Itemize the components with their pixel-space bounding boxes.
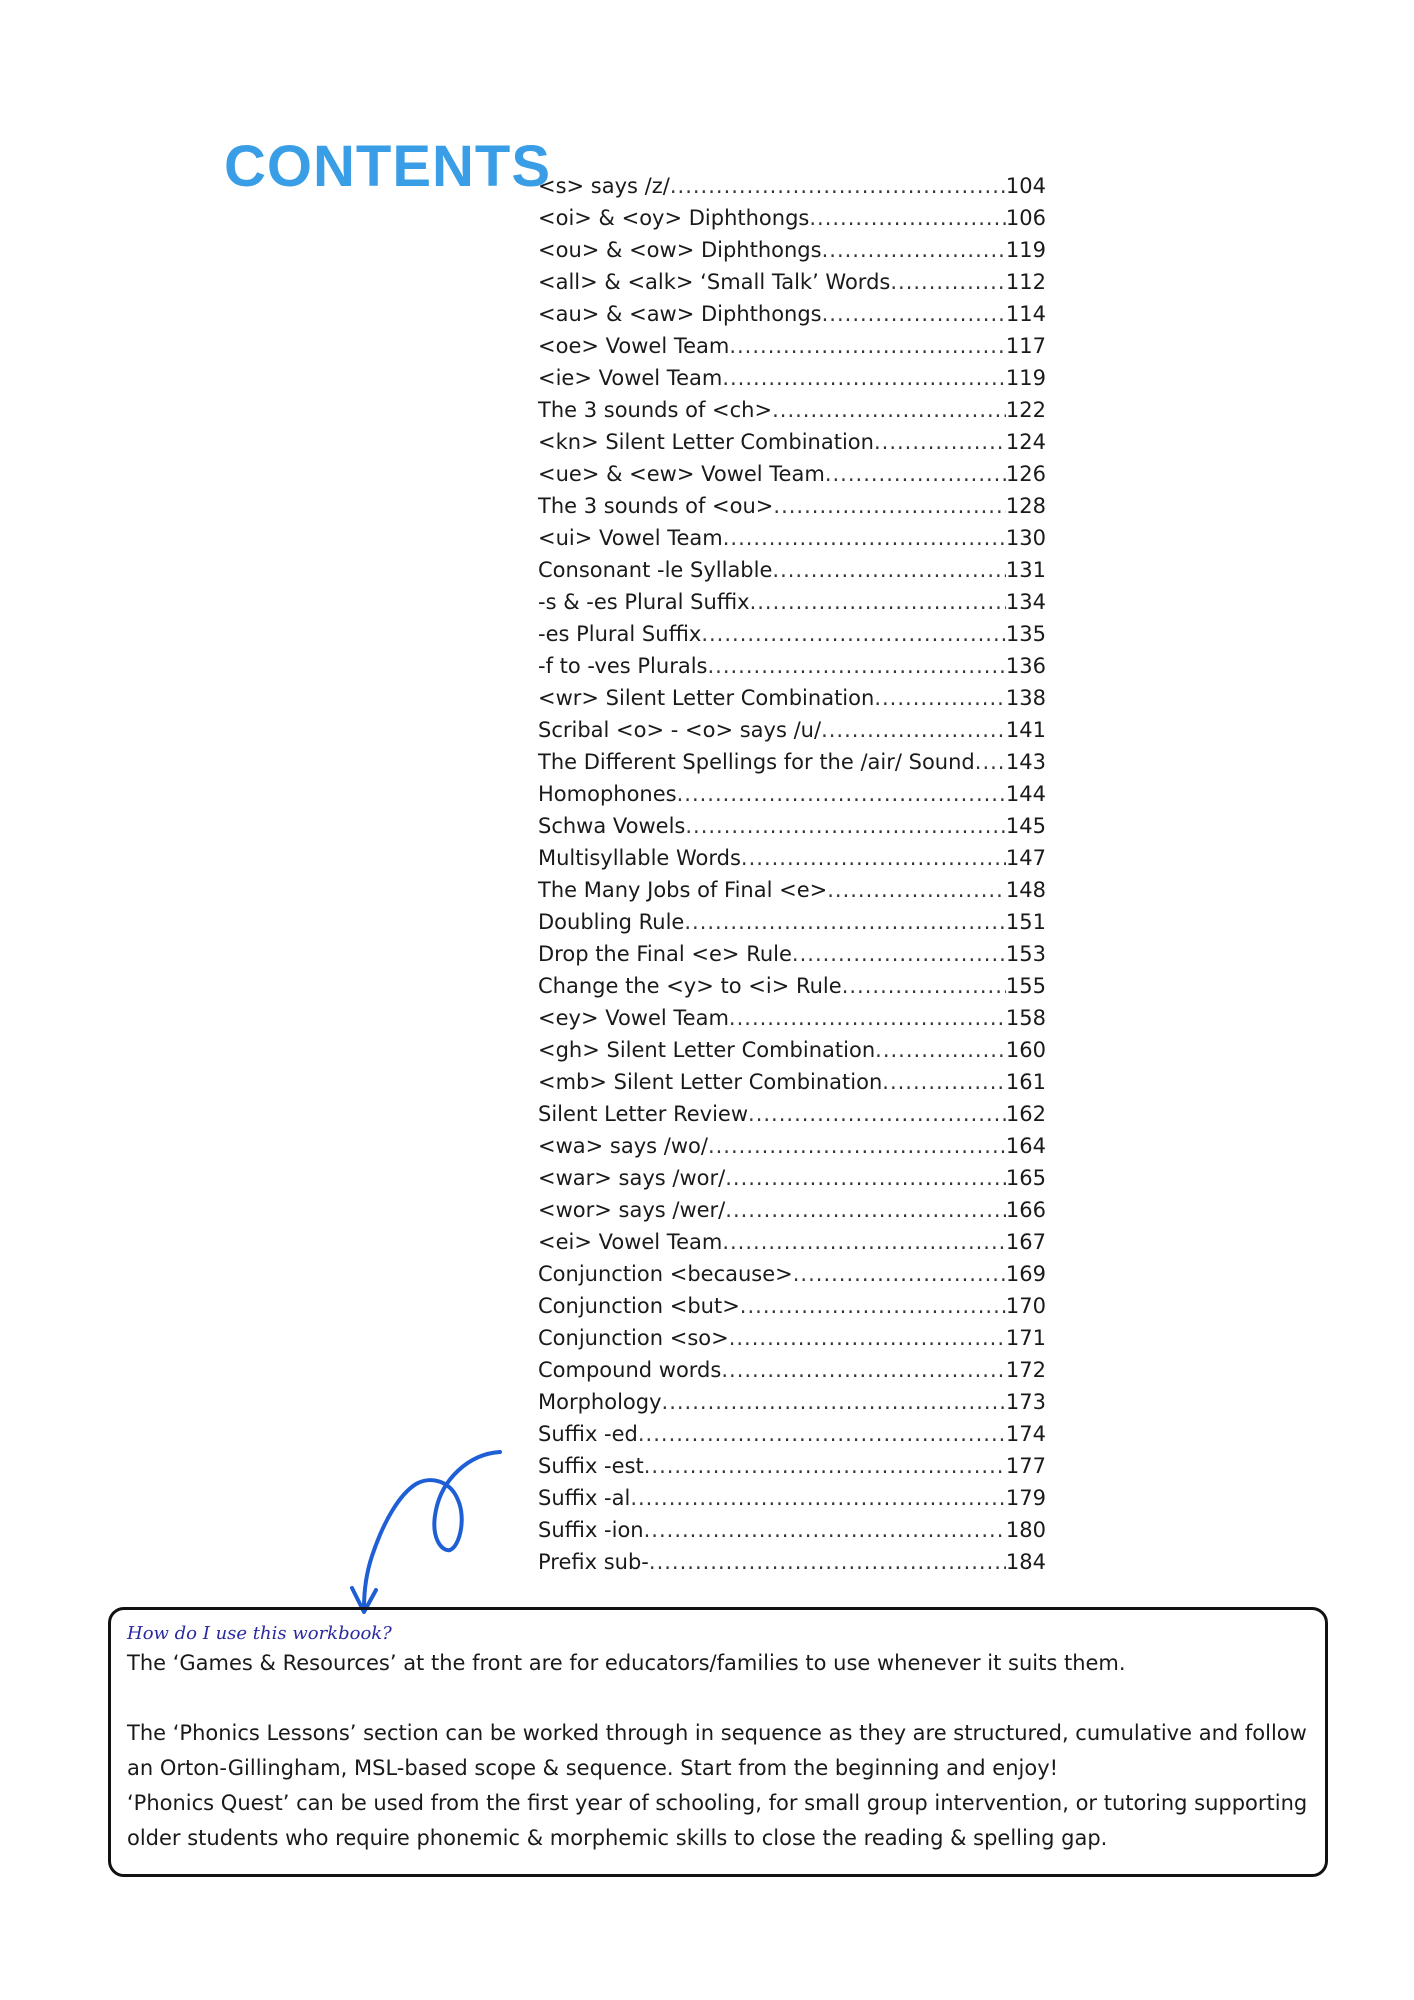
toc-leader-dots bbox=[685, 810, 1006, 842]
toc-leader-dots bbox=[773, 490, 1006, 522]
toc-entry bbox=[538, 426, 1046, 458]
toc-entry bbox=[538, 778, 1046, 810]
toc-entry bbox=[538, 714, 1046, 746]
toc-leader-dots bbox=[662, 1386, 1006, 1418]
how-to-use-paragraph-3-line-1: ‘Phonics Quest’ can be used from the first year of schooling, for small group intervention, or tutoring supporting bbox=[127, 1791, 1308, 1815]
toc-entry bbox=[538, 906, 1046, 938]
toc-leader-dots bbox=[670, 170, 1006, 202]
toc-entry bbox=[538, 202, 1046, 234]
toc-entry bbox=[538, 1546, 1046, 1578]
toc-entry bbox=[538, 1322, 1046, 1354]
toc-entry bbox=[538, 1130, 1046, 1162]
toc-leader-dots bbox=[677, 778, 1006, 810]
toc-entry-page: 143 bbox=[1005, 750, 1046, 774]
toc-leader-dots bbox=[750, 586, 1006, 618]
toc-entry-label: <wa> says /wo/ bbox=[538, 1134, 708, 1158]
toc-entry-page: 151 bbox=[1005, 910, 1046, 934]
toc-entry-page: 141 bbox=[1005, 718, 1046, 742]
toc-leader-dots bbox=[874, 682, 1006, 714]
toc-leader-dots bbox=[722, 1226, 1006, 1258]
toc-entry bbox=[538, 298, 1046, 330]
toc-entry-label: Schwa Vowels bbox=[538, 814, 686, 838]
toc-entry-label: Change the <y> to <i> Rule bbox=[538, 974, 842, 998]
toc-leader-dots bbox=[748, 1098, 1006, 1130]
toc-entry bbox=[538, 458, 1046, 490]
toc-entry-page: 164 bbox=[1005, 1134, 1046, 1158]
toc-entry bbox=[538, 1290, 1046, 1322]
toc-entry-label: <kn> Silent Letter Combination bbox=[538, 430, 874, 454]
toc-entry bbox=[538, 394, 1046, 426]
toc-entry-page: 173 bbox=[1005, 1390, 1046, 1414]
toc-entry-page: 180 bbox=[1005, 1518, 1046, 1542]
toc-leader-dots bbox=[721, 1354, 1006, 1386]
toc-leader-dots bbox=[874, 426, 1006, 458]
toc-leader-dots bbox=[792, 938, 1006, 970]
toc-entry-page: 114 bbox=[1005, 302, 1046, 326]
toc-entry-label: <ue> & <ew> Vowel Team bbox=[538, 462, 825, 486]
toc-leader-dots bbox=[684, 906, 1006, 938]
toc-leader-dots bbox=[740, 1290, 1006, 1322]
toc-leader-dots bbox=[722, 362, 1006, 394]
how-to-use-question: How do I use this workbook? bbox=[127, 1623, 392, 1644]
toc-entry-label: Compound words bbox=[538, 1358, 722, 1382]
toc-entry bbox=[538, 1066, 1046, 1098]
toc-entry bbox=[538, 1418, 1046, 1450]
toc-entry-page: 170 bbox=[1005, 1294, 1046, 1318]
toc-entry bbox=[538, 1226, 1046, 1258]
toc-entry-label: Conjunction <because> bbox=[538, 1262, 793, 1286]
toc-leader-dots bbox=[882, 1066, 1006, 1098]
toc-entry-label: Conjunction <so> bbox=[538, 1326, 729, 1350]
toc-entry bbox=[538, 938, 1046, 970]
toc-entry-label: -f to -ves Plurals bbox=[538, 654, 708, 678]
toc-entry-page: 124 bbox=[1005, 430, 1046, 454]
toc-leader-dots bbox=[725, 1162, 1006, 1194]
toc-entry-label: Suffix -ion bbox=[538, 1518, 644, 1542]
toc-entry bbox=[538, 650, 1046, 682]
toc-entry-label: <oi> & <oy> Diphthongs bbox=[538, 206, 810, 230]
toc-entry-label: Scribal <o> - <o> says /u/ bbox=[538, 718, 822, 742]
toc-entry-page: 117 bbox=[1005, 334, 1046, 358]
toc-entry-label: -es Plural Suffix bbox=[538, 622, 702, 646]
toc-entry-label: <war> says /wor/ bbox=[538, 1166, 726, 1190]
toc-entry-page: 104 bbox=[1005, 174, 1046, 198]
toc-entry-label: The 3 sounds of <ou> bbox=[538, 494, 774, 518]
how-to-use-paragraph-2-line-2: an Orton-Gillingham, MSL-based scope & sequence. Start from the beginning and enjoy! bbox=[127, 1756, 1059, 1780]
toc-entry-label: <ie> Vowel Team bbox=[538, 366, 723, 390]
toc-entry bbox=[538, 1194, 1046, 1226]
toc-leader-dots bbox=[707, 650, 1005, 682]
toc-leader-dots bbox=[741, 842, 1006, 874]
toc-entry-label: The Different Spellings for the /air/ Sound bbox=[538, 750, 975, 774]
toc-entry-label: Suffix -al bbox=[538, 1486, 631, 1510]
toc-entry bbox=[538, 1258, 1046, 1290]
toc-entry-page: 128 bbox=[1005, 494, 1046, 518]
toc-entry-label: <all> & <alk> ‘Small Talk’ Words bbox=[538, 270, 891, 294]
toc-entry-page: 155 bbox=[1005, 974, 1046, 998]
toc-entry-page: 134 bbox=[1005, 590, 1046, 614]
toc-entry-label: Conjunction <but> bbox=[538, 1294, 740, 1318]
toc-entry bbox=[538, 1002, 1046, 1034]
toc-entry-label: Suffix -est bbox=[538, 1454, 644, 1478]
toc-entry-page: 126 bbox=[1005, 462, 1046, 486]
toc-entry bbox=[538, 842, 1046, 874]
toc-entry-label: <wor> says /wer/ bbox=[538, 1198, 726, 1222]
toc-leader-dots bbox=[725, 1194, 1006, 1226]
toc-entry-label: Multisyllable Words bbox=[538, 846, 741, 870]
toc-entry-page: 162 bbox=[1005, 1102, 1046, 1126]
curly-arrow-icon bbox=[350, 1440, 520, 1615]
toc-entry-page: 172 bbox=[1005, 1358, 1046, 1382]
toc-leader-dots bbox=[644, 1450, 1006, 1482]
toc-entry bbox=[538, 586, 1046, 618]
how-to-use-paragraph-1: The ‘Games & Resources’ at the front are for educators/families to use whenever it suits them. bbox=[127, 1651, 1126, 1675]
toc-entry bbox=[538, 362, 1046, 394]
toc-leader-dots bbox=[644, 1514, 1006, 1546]
toc-entry bbox=[538, 1354, 1046, 1386]
toc-entry-page: 144 bbox=[1005, 782, 1046, 806]
toc-entry-label: <ou> & <ow> Diphthongs bbox=[538, 238, 822, 262]
toc-entry bbox=[538, 266, 1046, 298]
toc-entry bbox=[538, 874, 1046, 906]
toc-entry-label: <ey> Vowel Team bbox=[538, 1006, 729, 1030]
toc-entry-label: -s & -es Plural Suffix bbox=[538, 590, 750, 614]
toc-leader-dots bbox=[809, 202, 1006, 234]
toc-leader-dots bbox=[975, 746, 1006, 778]
toc-entry-page: 145 bbox=[1005, 814, 1046, 838]
toc-entry-label: <mb> Silent Letter Combination bbox=[538, 1070, 883, 1094]
how-to-use-paragraph-3-line-2: older students who require phonemic & morphemic skills to close the reading & spelling gap. bbox=[127, 1826, 1108, 1850]
toc-entry-label: Consonant -le Syllable bbox=[538, 558, 773, 582]
toc-entry-label: Doubling Rule bbox=[538, 910, 685, 934]
toc-leader-dots bbox=[649, 1546, 1006, 1578]
how-to-use-box bbox=[108, 1607, 1328, 1877]
toc-entry-page: 166 bbox=[1005, 1198, 1046, 1222]
toc-entry-page: 171 bbox=[1005, 1326, 1046, 1350]
toc-leader-dots bbox=[630, 1482, 1006, 1514]
toc-entry bbox=[538, 330, 1046, 362]
toc-entry-page: 174 bbox=[1005, 1422, 1046, 1446]
toc-entry bbox=[538, 682, 1046, 714]
toc-entry bbox=[538, 1034, 1046, 1066]
toc-leader-dots bbox=[822, 298, 1006, 330]
toc-leader-dots bbox=[729, 1322, 1006, 1354]
toc-leader-dots bbox=[890, 266, 1006, 298]
toc-leader-dots bbox=[875, 1034, 1006, 1066]
toc-entry bbox=[538, 490, 1046, 522]
toc-entry-page: 131 bbox=[1005, 558, 1046, 582]
toc-entry-page: 158 bbox=[1005, 1006, 1046, 1030]
toc-entry-page: 165 bbox=[1005, 1166, 1046, 1190]
toc-leader-dots bbox=[701, 618, 1006, 650]
toc-entry-label: The 3 sounds of <ch> bbox=[538, 398, 773, 422]
toc-entry bbox=[538, 1386, 1046, 1418]
toc-entry-page: 179 bbox=[1005, 1486, 1046, 1510]
toc-entry-label: <wr> Silent Letter Combination bbox=[538, 686, 875, 710]
toc-entry-page: 138 bbox=[1005, 686, 1046, 710]
toc-entry-page: 160 bbox=[1005, 1038, 1046, 1062]
toc-entry-label: <ei> Vowel Team bbox=[538, 1230, 723, 1254]
toc-entry-page: 167 bbox=[1005, 1230, 1046, 1254]
toc-entry-label: Suffix -ed bbox=[538, 1422, 638, 1446]
toc-entry-label: Prefix sub- bbox=[538, 1550, 649, 1574]
toc-entry bbox=[538, 1098, 1046, 1130]
toc-leader-dots bbox=[772, 394, 1006, 426]
toc-entry-page: 119 bbox=[1005, 366, 1046, 390]
toc-leader-dots bbox=[825, 458, 1006, 490]
toc-entry bbox=[538, 1450, 1046, 1482]
toc-entry bbox=[538, 522, 1046, 554]
toc-entry-label: Drop the Final <e> Rule bbox=[538, 942, 792, 966]
toc-entry bbox=[538, 234, 1046, 266]
toc-entry-page: 177 bbox=[1005, 1454, 1046, 1478]
toc-leader-dots bbox=[708, 1130, 1006, 1162]
toc-entry-label: <gh> Silent Letter Combination bbox=[538, 1038, 876, 1062]
toc-entry bbox=[538, 746, 1046, 778]
toc-entry-page: 119 bbox=[1005, 238, 1046, 262]
toc-entry-label: <s> says /z/ bbox=[538, 174, 670, 198]
toc-entry-page: 130 bbox=[1005, 526, 1046, 550]
toc-leader-dots bbox=[842, 970, 1006, 1002]
toc-entry-page: 135 bbox=[1005, 622, 1046, 646]
toc-entry bbox=[538, 618, 1046, 650]
toc-entry-page: 153 bbox=[1005, 942, 1046, 966]
toc-entry bbox=[538, 970, 1046, 1002]
toc-leader-dots bbox=[729, 330, 1006, 362]
toc-entry bbox=[538, 170, 1046, 202]
toc-leader-dots bbox=[723, 522, 1006, 554]
toc-entry-page: 147 bbox=[1005, 846, 1046, 870]
page-title: CONTENTS bbox=[224, 134, 551, 199]
toc-entry bbox=[538, 1514, 1046, 1546]
toc-entry-label: <ui> Vowel Team bbox=[538, 526, 723, 550]
toc-entry-label: <au> & <aw> Diphthongs bbox=[538, 302, 822, 326]
toc-entry-label: Morphology bbox=[538, 1390, 662, 1414]
toc-entry bbox=[538, 1162, 1046, 1194]
toc-entry-label: The Many Jobs of Final <e> bbox=[538, 878, 828, 902]
toc-entry-label: Silent Letter Review bbox=[538, 1102, 749, 1126]
table-of-contents bbox=[538, 170, 1046, 1578]
toc-entry bbox=[538, 810, 1046, 842]
toc-leader-dots bbox=[827, 874, 1006, 906]
toc-leader-dots bbox=[793, 1258, 1006, 1290]
toc-entry-page: 106 bbox=[1005, 206, 1046, 230]
toc-entry-label: Homophones bbox=[538, 782, 677, 806]
toc-leader-dots bbox=[821, 714, 1006, 746]
toc-entry-page: 161 bbox=[1005, 1070, 1046, 1094]
toc-leader-dots bbox=[638, 1418, 1006, 1450]
toc-entry-page: 122 bbox=[1005, 398, 1046, 422]
toc-entry-page: 148 bbox=[1005, 878, 1046, 902]
toc-entry bbox=[538, 1482, 1046, 1514]
toc-leader-dots bbox=[772, 554, 1006, 586]
toc-entry-page: 169 bbox=[1005, 1262, 1046, 1286]
toc-entry-page: 136 bbox=[1005, 654, 1046, 678]
toc-entry bbox=[538, 554, 1046, 586]
how-to-use-paragraph-2-line-1: The ‘Phonics Lessons’ section can be worked through in sequence as they are structured, cumulative and follow bbox=[127, 1721, 1307, 1745]
toc-leader-dots bbox=[729, 1002, 1006, 1034]
toc-entry-page: 112 bbox=[1005, 270, 1046, 294]
toc-entry-label: <oe> Vowel Team bbox=[538, 334, 730, 358]
toc-leader-dots bbox=[822, 234, 1006, 266]
toc-entry-page: 184 bbox=[1005, 1550, 1046, 1574]
